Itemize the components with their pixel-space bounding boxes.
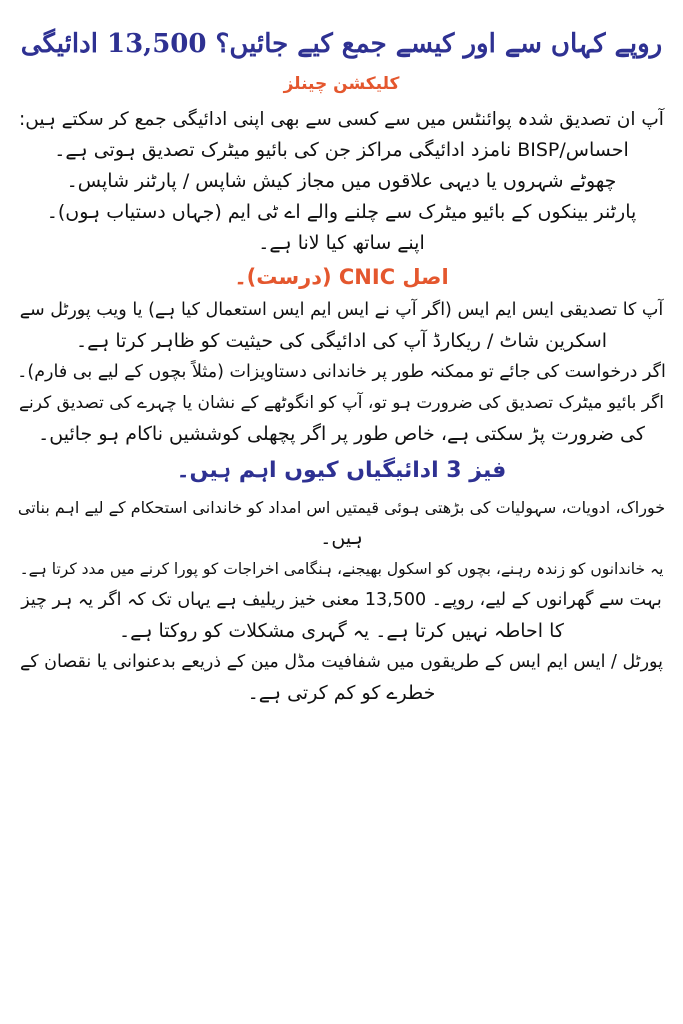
section-subtitle-collection-channels: کلیکشن چینلز	[283, 74, 400, 94]
paragraph-line: اگر درخواست کی جائے تو ممکنہ طور پر خاندانی دستاویزات (مثلاً بچوں کے لیے بی فارم)۔	[17, 362, 666, 382]
paragraph-line: خوراک، ادویات، سہولیات کی بڑھتی ہوئی قیمتیں اس امداد کو خاندانی استحکام کے لیے اہم بناتی	[17, 498, 666, 517]
collection-points-section	[16, 104, 667, 259]
paragraph-line: اگر بائیو میٹرک تصدیق کی ضرورت ہو تو، آپ کو انگوٹھے کے نشان یا چہرے کی تصدیق کرنے	[19, 393, 664, 413]
paragraph-line: آپ کا تصدیقی ایس ایم ایس (اگر آپ نے ایس ایم ایس استعمال کیا ہے) یا ویب پورٹل سے	[19, 300, 664, 320]
paragraph-line: ہیں۔	[320, 527, 363, 549]
importance-section	[16, 492, 667, 709]
paragraph-line: یہ خاندانوں کو زندہ رہنے، بچوں کو اسکول بھیجنے، ہنگامی اخراجات کو پورا کرنے میں مدد کرتا ہے۔	[19, 560, 664, 578]
documents-section	[16, 295, 667, 450]
list-item: اپنے ساتھ کیا لانا ہے۔	[258, 232, 425, 254]
paragraph-line: پورٹل / ایس ایم ایس کے طریقوں میں شفافیت مڈل مین کے ذریعے بدعنوانی یا نقصان کے	[20, 652, 663, 672]
cnic-heading: اصل CNIC (درست)۔	[234, 265, 449, 289]
paragraph-line: خطرے کو کم کرتی ہے۔	[247, 682, 436, 704]
list-item: پارٹنر بینکوں کے بائیو میٹرک سے چلنے والے اے ٹی ایم (جہاں دستیاب ہوں)۔	[46, 201, 637, 223]
page-title: روپے کہاں سے اور کیسے جمع کیے جائیں؟ 13,500 ادائیگی	[20, 29, 663, 59]
list-item: احساس/BISP نامزد ادائیگی مراکز جن کی بائیو میٹرک تصدیق ہوتی ہے۔	[54, 139, 629, 161]
phase3-heading: فیز 3 ادائیگیاں کیوں اہم ہیں۔	[176, 458, 507, 483]
paragraph-line: اسکرین شاٹ / ریکارڈ آپ کی ادائیگی کی حیثیت کو ظاہر کرتا ہے۔	[75, 330, 608, 352]
paragraph-line: کا احاطہ نہیں کرتا ہے۔ یہ گہری مشکلات کو روکتا ہے۔	[119, 620, 564, 642]
paragraph-line: کی ضرورت پڑ سکتی ہے، خاص طور پر اگر پچھلی کوششیں ناکام ہو جائیں۔	[38, 423, 645, 445]
collection-intro: آپ ان تصدیق شدہ پوائنٹس میں سے کسی سے بھی اپنی ادائیگی جمع کر سکتے ہیں:	[19, 109, 664, 130]
paragraph-line: بہت سے گھرانوں کے لیے، روپے۔ 13,500 معنی خیز ریلیف ہے یہاں تک کہ اگر یہ ہر چیز	[21, 590, 662, 610]
list-item: چھوٹے شہروں یا دیہی علاقوں میں مجاز کیش شاپس / پارٹنر شاپس۔	[66, 170, 617, 192]
